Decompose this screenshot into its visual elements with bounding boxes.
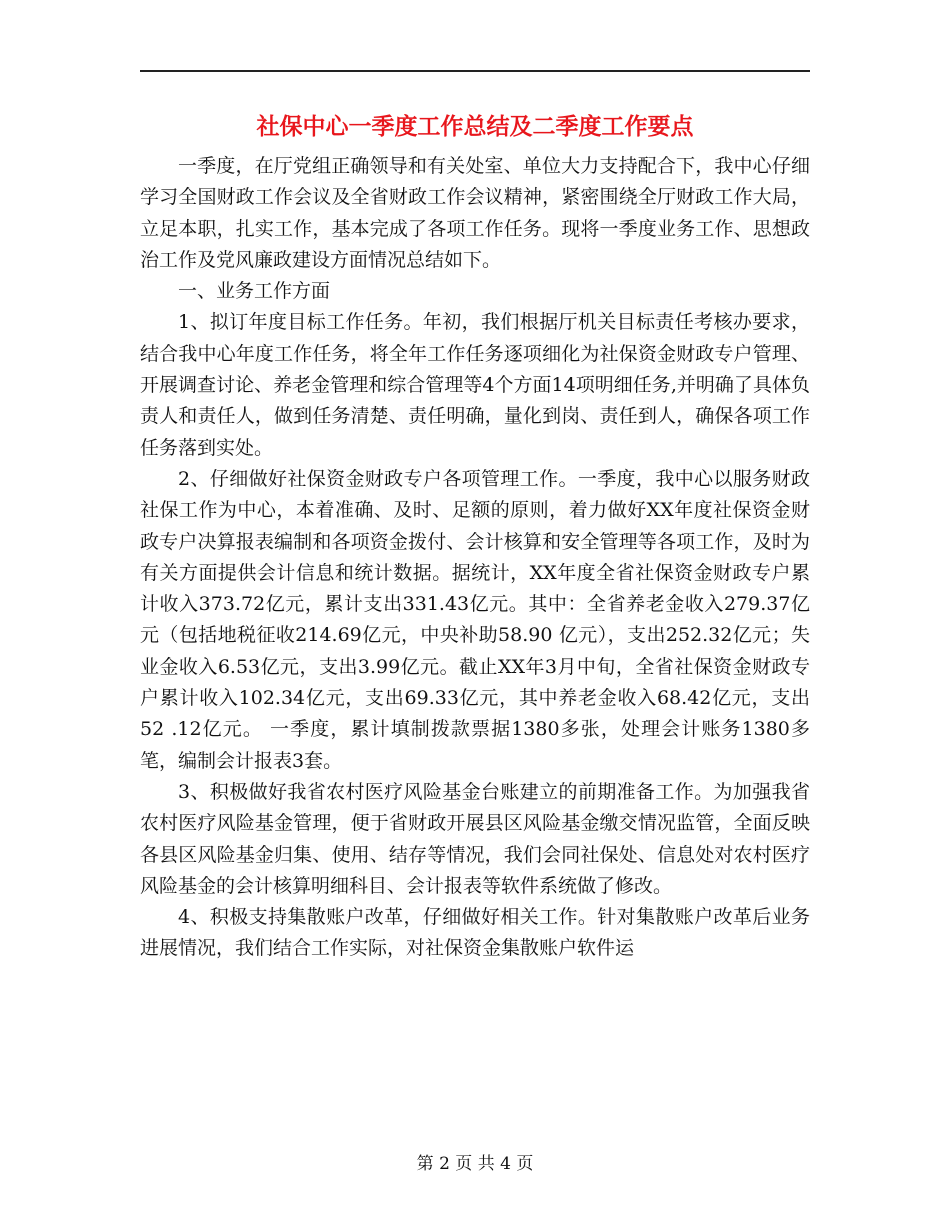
item-paragraph-4: 4、积极支持集散账户改革，仔细做好相关工作。针对集散账户改革后业务进展情况，我们结合工作实际，对社保资金集散账户软件运	[140, 906, 810, 960]
header-rule	[140, 70, 810, 72]
item-paragraph-1: 1、拟订年度目标工作任务。年初，我们根据厅机关目标责任考核办要求，结合我中心年度工作任务，将全年工作任务逐项细化为社保资金财政专户管理、开展调查讨论、养老金管理和综合管理等4个方面14项明细任务,并明确了具体负责人和责任人，做到任务清楚、责任明确，量化到岗、责任到人，确保各项工作任务落到实处。	[140, 311, 810, 459]
page-number: 第 2 页 共 4 页	[416, 1154, 534, 1174]
document-body	[140, 151, 810, 965]
document-title: 社保中心一季度工作总结及二季度工作要点	[256, 113, 694, 140]
item-paragraph-2: 2、仔细做好社保资金财政专户各项管理工作。一季度，我中心以服务财政社保工作为中心，本着准确、及时、足额的原则，着力做好XX年度社保资金财政专户决算报表编制和各项资金拨付、会计核算和安全管理等各项工作，及时为有关方面提供会计信息和统计数据。据统计，XX年度全省社保资金财政专户累计收入373.72亿元，累计支出331.43亿元。其中：全省养老金收入279.37亿元（包括地税征收214.69亿元，中央补助58.90 亿元），支出252.32亿元；失业金收入6.53亿元，支出3.99亿元。截止XX年3月中旬，全省社保资金财政专户累计收入102.34亿元，支出69.33亿元，其中养老金收入68.42亿元，支出52 .12亿元。 一季度，累计填制拨款票据1380多张，处理会计账务1380多笔，编制会计报表3套。	[140, 467, 810, 772]
intro-paragraph: 一季度，在厅党组正确领导和有关处室、单位大力支持配合下，我中心仔细学习全国财政工作会议及全省财政工作会议精神，紧密围绕全厅财政工作大局，立足本职，扎实工作，基本完成了各项工作任务。现将一季度业务工作、思想政治工作及党风廉政建设方面情况总结如下。	[140, 155, 810, 271]
item-paragraph-3: 3、积极做好我省农村医疗风险基金台账建立的前期准备工作。为加强我省农村医疗风险基金管理，便于省财政开展县区风险基金缴交情况监管，全面反映各县区风险基金归集、使用、结存等情况，我们会同社保处、信息处对农村医疗风险基金的会计核算明细科目、会计报表等软件系统做了修改。	[140, 780, 810, 897]
section-heading: 一、业务工作方面	[178, 280, 331, 303]
